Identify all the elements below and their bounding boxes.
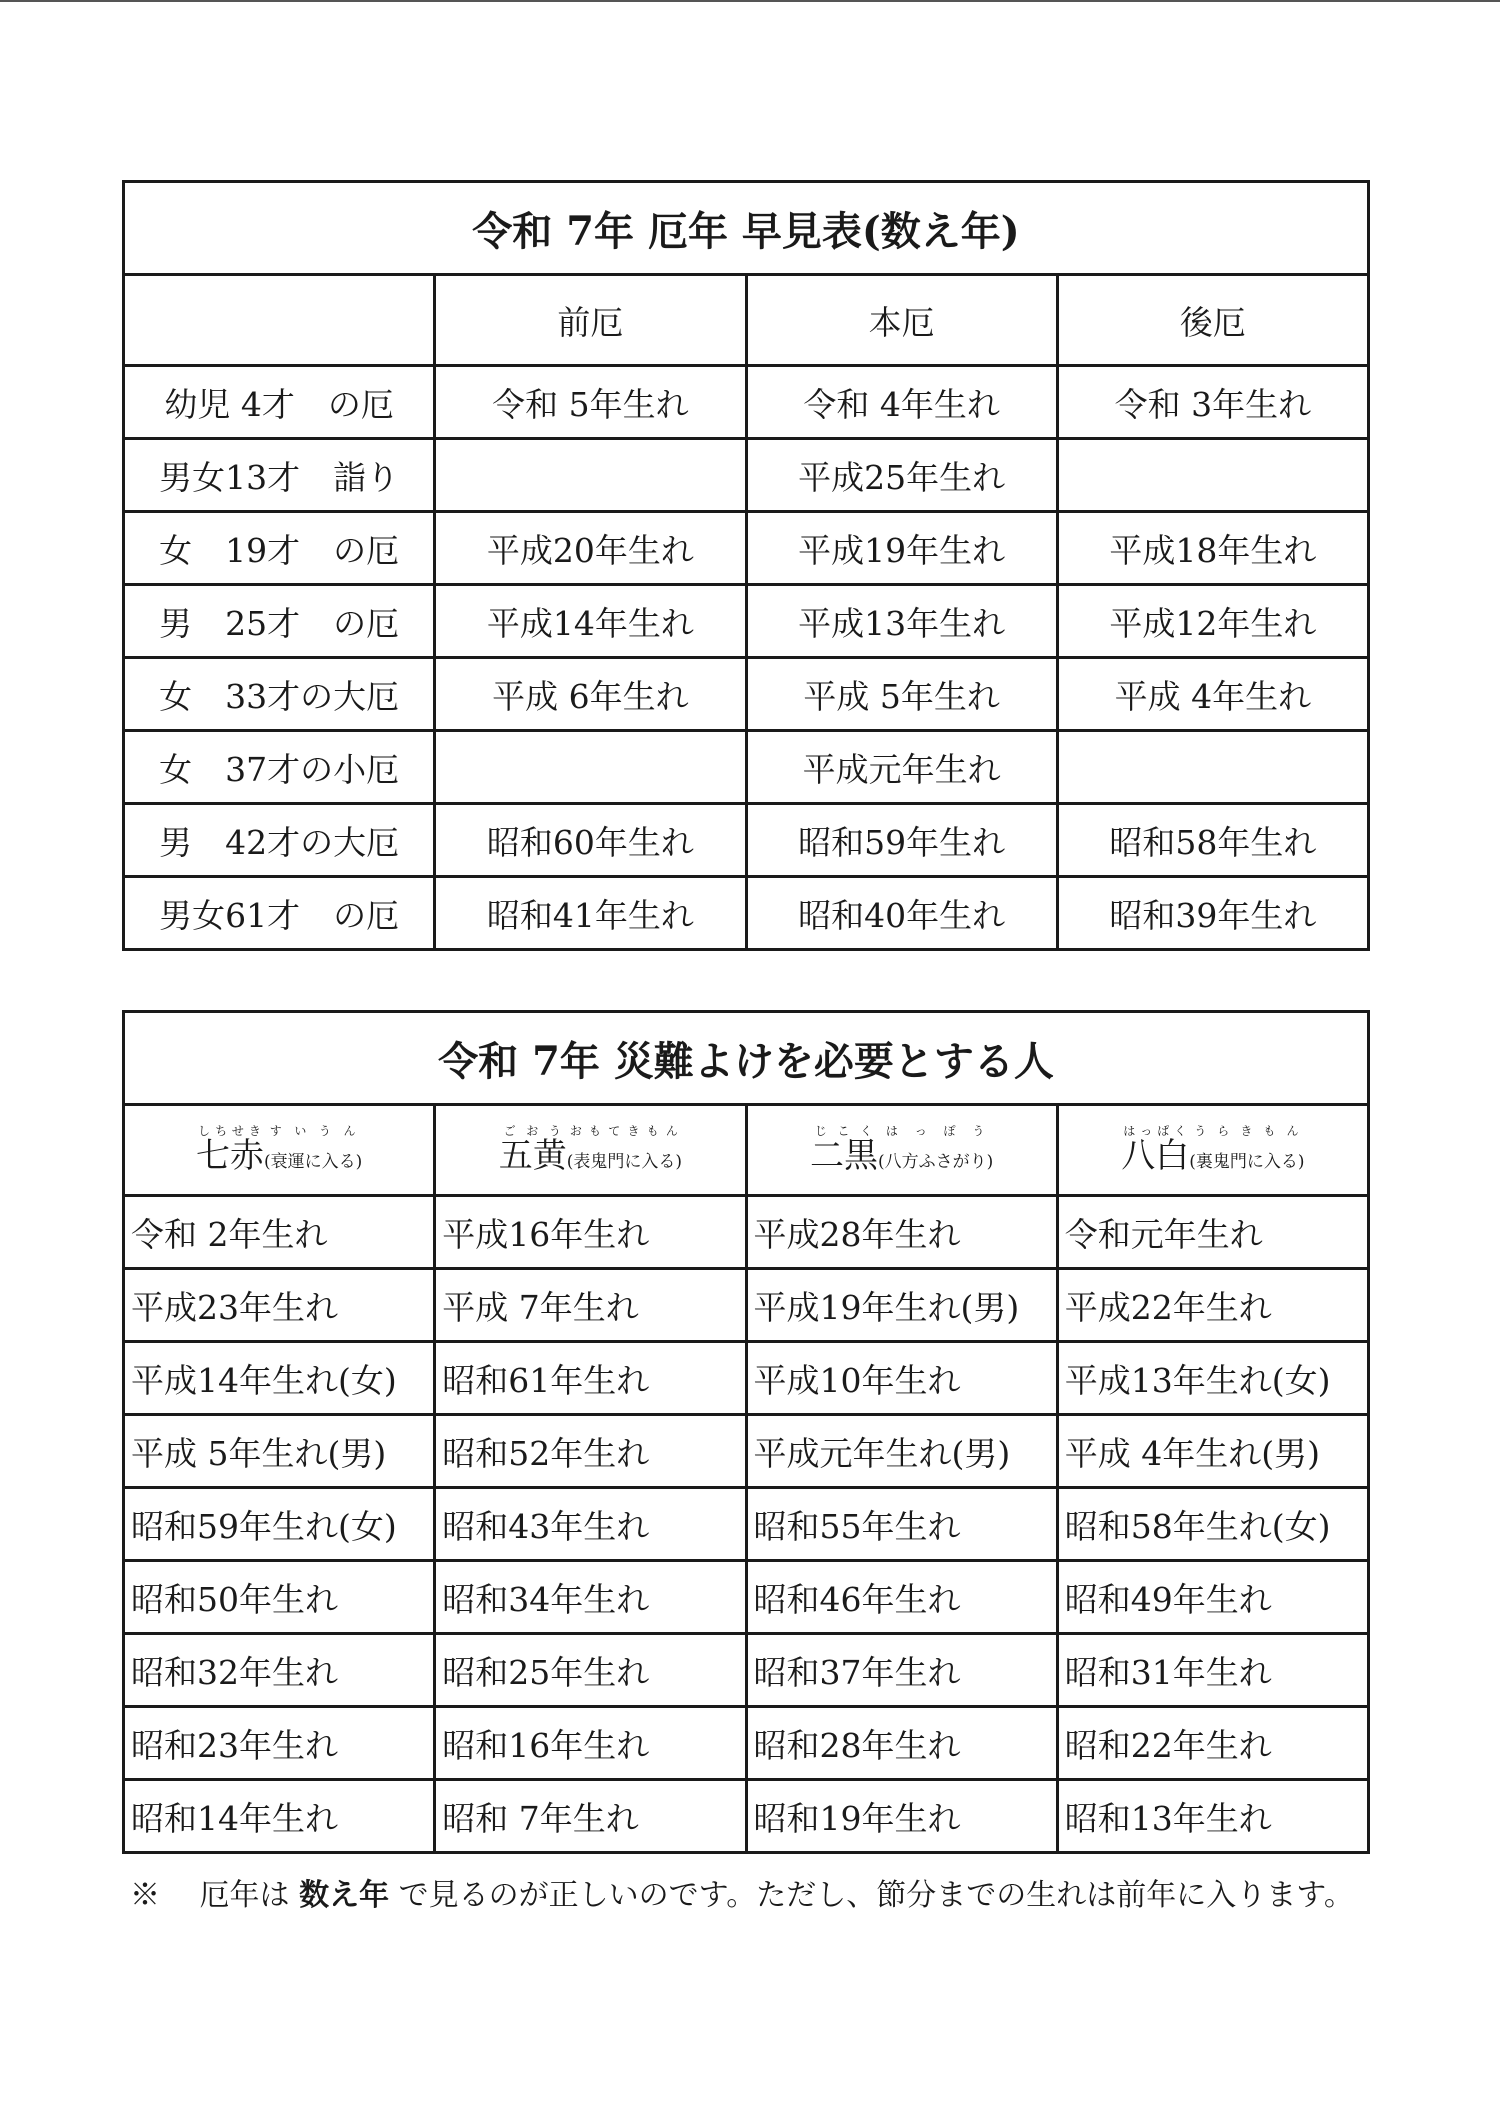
- footnote-mark: ※: [130, 1878, 160, 1913]
- yakudoshi-birth-year-cell: 平成元年生れ: [746, 731, 1057, 804]
- sainan-birth-year-cell: 昭和25年生れ: [435, 1634, 746, 1707]
- yakudoshi-birth-year-cell: 平成13年生れ: [746, 585, 1057, 658]
- sainan-birth-year-cell: 昭和22年生れ: [1057, 1707, 1368, 1780]
- yakudoshi-age-label: 男 25才 の厄: [124, 585, 435, 658]
- sainan-birth-year-cell: 平成 7年生れ: [435, 1269, 746, 1342]
- yakudoshi-age-label: 女 33才の大厄: [124, 658, 435, 731]
- yakudoshi-birth-year-cell: 平成20年生れ: [435, 512, 746, 585]
- sainan-row: [124, 1707, 1369, 1780]
- sainan-birth-year-cell: 昭和58年生れ(女): [1057, 1488, 1368, 1561]
- nine-star-description: (八方ふさがり): [877, 1151, 994, 1172]
- yakudoshi-birth-year-cell: 平成14年生れ: [435, 585, 746, 658]
- nine-star-description-reading: うらきもん: [1189, 1123, 1305, 1138]
- sainan-row: [124, 1342, 1369, 1415]
- sainan-birth-year-cell: 平成28年生れ: [746, 1196, 1057, 1269]
- yakudoshi-age-label: 男 42才の大厄: [124, 804, 435, 877]
- sainan-birth-year-cell: 昭和14年生れ: [124, 1780, 435, 1853]
- yakudoshi-birth-year-cell: 昭和40年生れ: [746, 877, 1057, 950]
- nine-star-reading: しちせき: [195, 1123, 264, 1138]
- sainan-row: [124, 1561, 1369, 1634]
- footnote-emphasis: 数え年: [299, 1878, 390, 1913]
- yakudoshi-birth-year-cell: 昭和59年生れ: [746, 804, 1057, 877]
- yakudoshi-birth-year-cell: 令和 4年生れ: [746, 366, 1057, 439]
- yakudoshi-birth-year-cell: 平成 5年生れ: [746, 658, 1057, 731]
- sainan-birth-year-cell: 昭和16年生れ: [435, 1707, 746, 1780]
- sainan-birth-year-cell: 平成元年生れ(男): [746, 1415, 1057, 1488]
- nine-star-description: (衰運に入る): [263, 1151, 363, 1172]
- sainan-birth-year-cell: 昭和37年生れ: [746, 1634, 1057, 1707]
- yakudoshi-birth-year-cell: 令和 5年生れ: [435, 366, 746, 439]
- nine-star-description-reading: おもてきもん: [566, 1123, 682, 1138]
- nine-star-reading: じこく: [809, 1123, 878, 1138]
- sainan-birth-year-cell: 令和 2年生れ: [124, 1196, 435, 1269]
- nine-star-name: 八白: [1121, 1135, 1190, 1176]
- sainan-birth-year-cell: 平成 4年生れ(男): [1057, 1415, 1368, 1488]
- sainan-birth-year-cell: 平成16年生れ: [435, 1196, 746, 1269]
- sainan-header-cell: [746, 1105, 1057, 1196]
- sainan-birth-year-cell: 平成10年生れ: [746, 1342, 1057, 1415]
- sainan-birth-year-cell: 平成13年生れ(女): [1057, 1342, 1368, 1415]
- sainan-row: [124, 1415, 1369, 1488]
- sainan-birth-year-cell: 昭和55年生れ: [746, 1488, 1057, 1561]
- nine-star-description: (表鬼門に入る): [566, 1151, 682, 1172]
- yakudoshi-birth-year-cell: 令和 3年生れ: [1057, 366, 1368, 439]
- nine-star-name: 七赤: [195, 1135, 264, 1176]
- yakudoshi-birth-year-cell: 平成18年生れ: [1057, 512, 1368, 585]
- yakudoshi-age-label: 男女13才 詣り: [124, 439, 435, 512]
- sainan-birth-year-cell: 昭和28年生れ: [746, 1707, 1057, 1780]
- yakudoshi-birth-year-cell: 平成12年生れ: [1057, 585, 1368, 658]
- sainan-birth-year-cell: 昭和32年生れ: [124, 1634, 435, 1707]
- yakudoshi-row: [124, 585, 1369, 658]
- sainan-birth-year-cell: 昭和52年生れ: [435, 1415, 746, 1488]
- yakudoshi-birth-year-cell: 平成 6年生れ: [435, 658, 746, 731]
- nine-star-name: 二黒: [809, 1135, 878, 1176]
- yakudoshi-birth-year-cell: 平成25年生れ: [746, 439, 1057, 512]
- nine-star-description-reading: すいうん: [263, 1123, 363, 1138]
- sainan-header-cell: [1057, 1105, 1368, 1196]
- yakudoshi-row: [124, 804, 1369, 877]
- yakudoshi-row: [124, 366, 1369, 439]
- sainan-birth-year-cell: 昭和23年生れ: [124, 1707, 435, 1780]
- sainan-birth-year-cell: 平成19年生れ(男): [746, 1269, 1057, 1342]
- yakudoshi-header-maeyaku: 前厄: [435, 275, 746, 366]
- footnote-text-before: 厄年は: [199, 1878, 290, 1913]
- sainan-header-cell: [124, 1105, 435, 1196]
- sainan-birth-year-cell: 昭和49年生れ: [1057, 1561, 1368, 1634]
- sainan-row: [124, 1196, 1369, 1269]
- yakudoshi-birth-year-cell: [435, 439, 746, 512]
- sainan-row: [124, 1269, 1369, 1342]
- sainan-birth-year-cell: 平成 5年生れ(男): [124, 1415, 435, 1488]
- sainan-row: [124, 1780, 1369, 1853]
- sainan-birth-year-cell: 昭和19年生れ: [746, 1780, 1057, 1853]
- yakudoshi-birth-year-cell: [1057, 731, 1368, 804]
- sainan-birth-year-cell: 昭和13年生れ: [1057, 1780, 1368, 1853]
- yakudoshi-row: [124, 658, 1369, 731]
- yakudoshi-row: [124, 512, 1369, 585]
- sainan-birth-year-cell: 平成22年生れ: [1057, 1269, 1368, 1342]
- yakudoshi-header-honyaku: 本厄: [746, 275, 1057, 366]
- sainan-birth-year-cell: 平成14年生れ(女): [124, 1342, 435, 1415]
- yakudoshi-table-title: 令和 7年 厄年 早見表(数え年): [124, 182, 1369, 275]
- nine-star-description-reading: はっぽう: [877, 1123, 994, 1138]
- yakudoshi-row: [124, 439, 1369, 512]
- nine-star-reading: ごおう: [498, 1123, 567, 1138]
- nine-star-name: 五黄: [498, 1135, 567, 1176]
- sainan-birth-year-cell: 昭和43年生れ: [435, 1488, 746, 1561]
- sainan-row: [124, 1488, 1369, 1561]
- nine-star-reading: はっぱく: [1121, 1123, 1190, 1138]
- yakudoshi-birth-year-cell: 平成 4年生れ: [1057, 658, 1368, 731]
- sainan-birth-year-cell: 昭和 7年生れ: [435, 1780, 746, 1853]
- yakudoshi-birth-year-cell: 昭和39年生れ: [1057, 877, 1368, 950]
- sainan-birth-year-cell: 令和元年生れ: [1057, 1196, 1368, 1269]
- yakudoshi-row: [124, 731, 1369, 804]
- nine-star-description: (裏鬼門に入る): [1189, 1151, 1305, 1172]
- yakudoshi-birth-year-cell: 昭和60年生れ: [435, 804, 746, 877]
- sainan-birth-year-cell: 昭和59年生れ(女): [124, 1488, 435, 1561]
- sainan-table-title: 令和 7年 災難よけを必要とする人: [124, 1012, 1369, 1105]
- yakudoshi-birth-year-cell: 昭和41年生れ: [435, 877, 746, 950]
- sainan-birth-year-cell: 昭和34年生れ: [435, 1561, 746, 1634]
- yakudoshi-header-blank: [124, 275, 435, 366]
- sainan-birth-year-cell: 昭和50年生れ: [124, 1561, 435, 1634]
- yakudoshi-age-label: 女 19才 の厄: [124, 512, 435, 585]
- yakudoshi-header-atoyaku: 後厄: [1057, 275, 1368, 366]
- footnote-text-after: で見るのが正しいのです。ただし、節分までの生れは前年に入ります。: [398, 1878, 1354, 1913]
- yakudoshi-age-label: 幼児 4才 の厄: [124, 366, 435, 439]
- page-top-border: [0, 0, 1500, 2]
- yakudoshi-birth-year-cell: [435, 731, 746, 804]
- yakudoshi-age-label: 男女61才 の厄: [124, 877, 435, 950]
- sainan-birth-year-cell: 昭和31年生れ: [1057, 1634, 1368, 1707]
- sainan-header-cell: [435, 1105, 746, 1196]
- yakudoshi-birth-year-cell: 平成19年生れ: [746, 512, 1057, 585]
- sainan-birth-year-cell: 昭和61年生れ: [435, 1342, 746, 1415]
- yakudoshi-birth-year-cell: [1057, 439, 1368, 512]
- sainan-row: [124, 1634, 1369, 1707]
- sainan-yoke-table: [122, 1010, 1370, 1854]
- footnote: [130, 1870, 1354, 1914]
- yakudoshi-age-label: 女 37才の小厄: [124, 731, 435, 804]
- yakudoshi-birth-year-cell: 昭和58年生れ: [1057, 804, 1368, 877]
- yakudoshi-row: [124, 877, 1369, 950]
- yakudoshi-chart-table: [122, 180, 1370, 951]
- sainan-birth-year-cell: 平成23年生れ: [124, 1269, 435, 1342]
- sainan-birth-year-cell: 昭和46年生れ: [746, 1561, 1057, 1634]
